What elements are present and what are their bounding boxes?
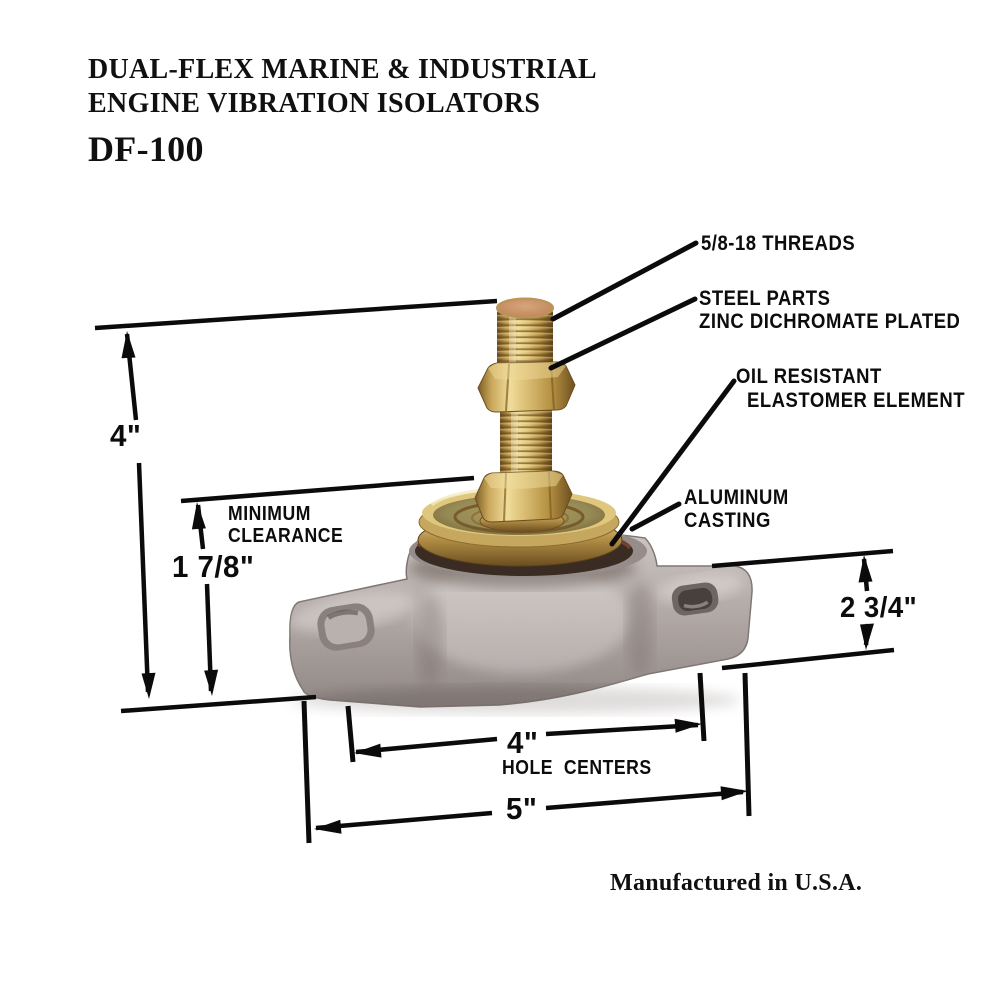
- dim-hole-centers: 4": [507, 725, 539, 760]
- callout-elastomer-line1: OIL RESISTANT: [736, 365, 882, 388]
- ext-line-clearance: [181, 478, 474, 501]
- made-in-usa: Manufactured in U.S.A.: [610, 870, 863, 896]
- callout-clearance-line2: CLEARANCE: [228, 525, 344, 547]
- tick-5in-right: [745, 673, 749, 816]
- dim-min-clearance: 1 7/8": [172, 549, 255, 584]
- tick-hc-right: [700, 673, 704, 741]
- page-title-line2: ENGINE VIBRATION ISOLATORS: [88, 88, 541, 119]
- callout-casting-line1: ALUMINUM: [684, 486, 789, 509]
- dim-mount-height: 2 3/4": [840, 592, 918, 624]
- tick-hc-left: [348, 706, 353, 762]
- upper-hex-nut: [478, 362, 575, 412]
- tick-5in-left: [304, 701, 309, 843]
- callout-steel-line2: ZINC DICHROMATE PLATED: [699, 310, 961, 333]
- stud-top: [497, 299, 553, 318]
- dim-hole-centers-label: HOLE CENTERS: [502, 757, 652, 779]
- dim-5in-right-seg: [546, 792, 743, 808]
- product-illustration: [286, 299, 752, 719]
- ext-line-bottom-left: [121, 697, 316, 711]
- ext-line-234-bottom: [722, 650, 894, 668]
- dim-overall-height: 4": [110, 418, 142, 453]
- callout-steel-line1: STEEL PARTS: [699, 287, 831, 310]
- dim-4in-stem-lower: [139, 463, 148, 692]
- ext-line-top: [95, 301, 497, 328]
- callout-casting-line2: CASTING: [684, 509, 771, 532]
- model-number: DF-100: [88, 129, 204, 169]
- callout-clearance-line1: MINIMUM: [228, 503, 311, 525]
- callout-elastomer-line2: ELASTOMER ELEMENT: [747, 389, 966, 412]
- dim-overall-width: 5": [506, 791, 538, 826]
- dim-5in-left-seg: [316, 813, 492, 828]
- page-title-line1: DUAL-FLEX MARINE & INDUSTRIAL: [88, 54, 597, 85]
- lower-hex-nut: [475, 471, 572, 522]
- callout-threads: 5/8-18 THREADS: [701, 232, 856, 255]
